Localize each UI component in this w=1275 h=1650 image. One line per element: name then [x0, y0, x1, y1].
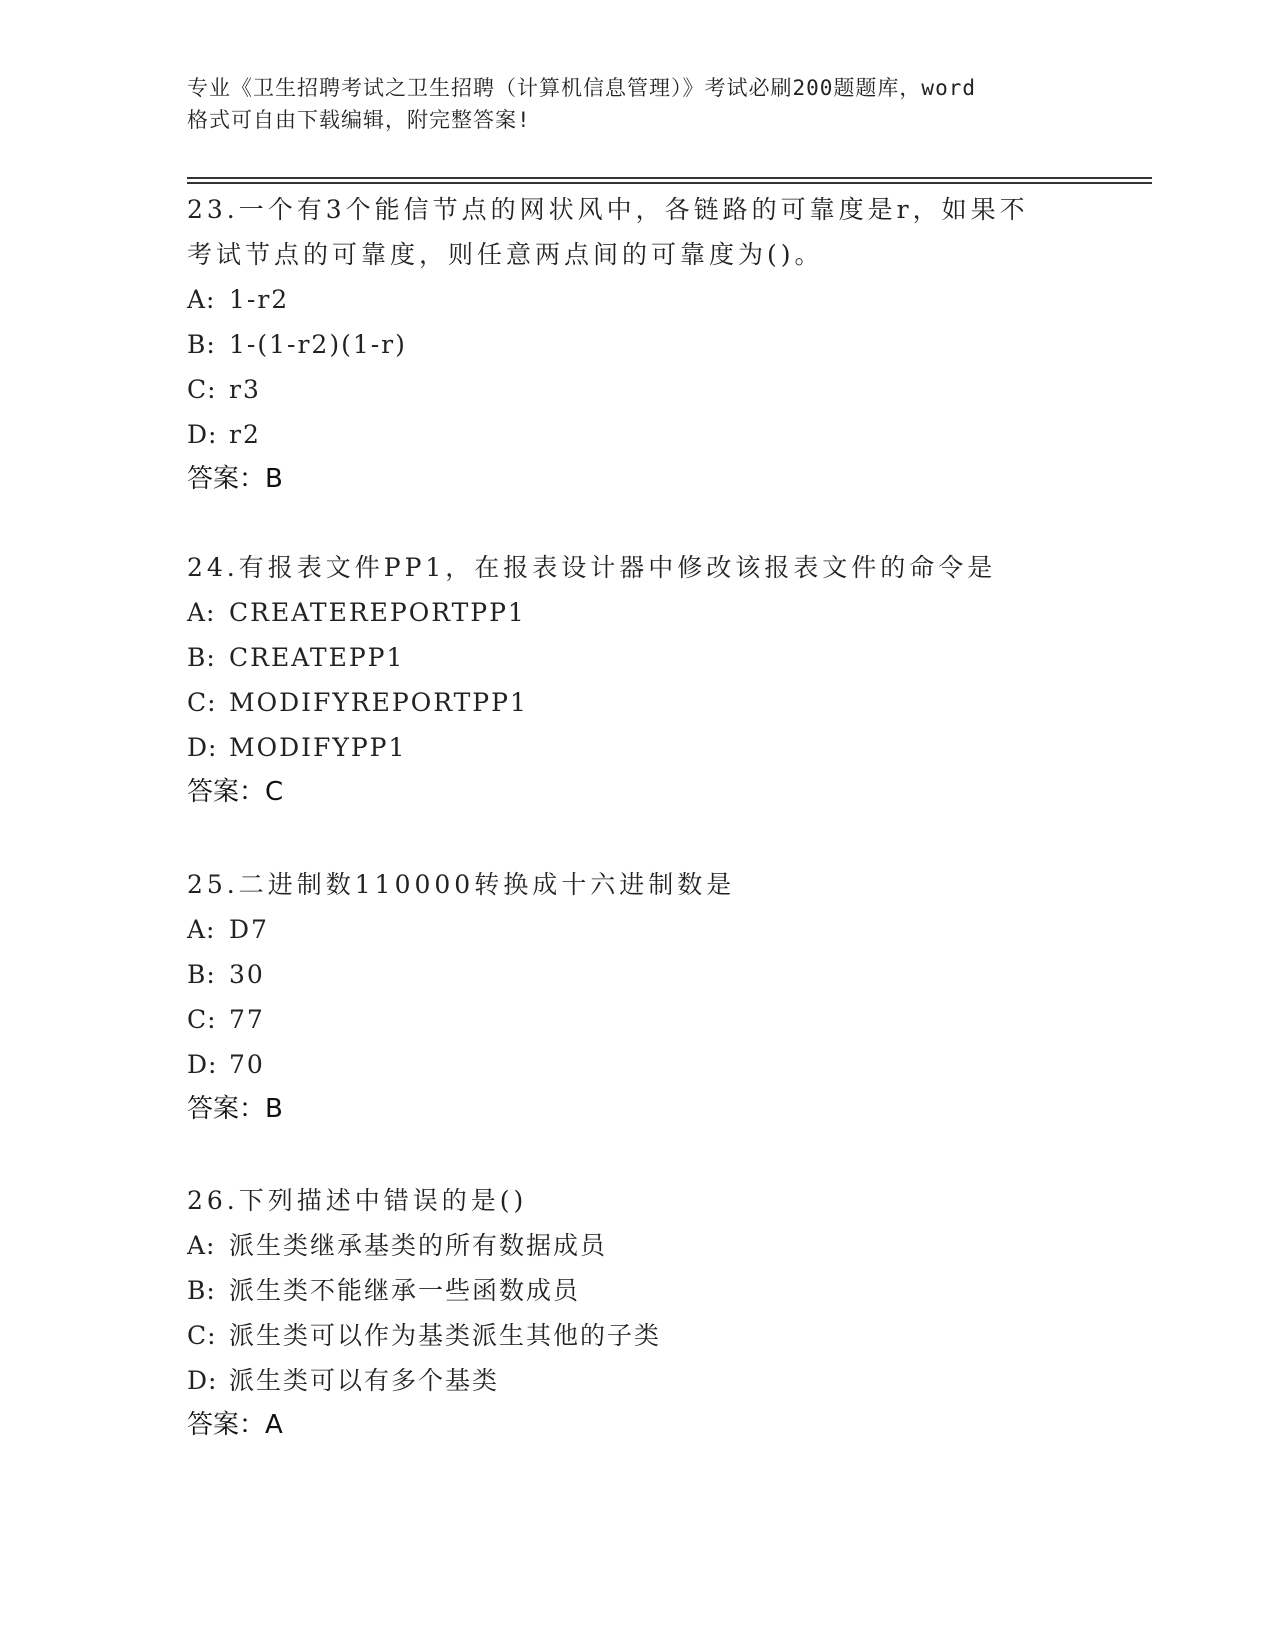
option-key: A:	[187, 1231, 216, 1260]
question-24	[187, 545, 1087, 815]
option-b	[187, 952, 1087, 997]
option-a	[187, 1223, 1087, 1268]
question-text: 24.有报表文件PP1，在报表设计器中修改该报表文件的命令是	[187, 553, 997, 582]
option-value: r2	[229, 420, 261, 449]
option-value: MODIFYPP1	[229, 733, 407, 762]
option-b	[187, 635, 1087, 680]
option-value: 派生类不能继承一些函数成员	[229, 1276, 581, 1305]
question-25	[187, 862, 1087, 1132]
question-23	[187, 187, 1087, 502]
option-value: 派生类可以有多个基类	[229, 1366, 500, 1395]
header-line-1: 专业《卫生招聘考试之卫生招聘（计算机信息管理）》考试必刷200题题库，word	[187, 76, 976, 100]
option-a	[187, 277, 1087, 322]
option-key: B:	[187, 643, 216, 672]
option-key: D:	[187, 733, 218, 762]
option-key: A:	[187, 598, 216, 627]
option-value: MODIFYREPORTPP1	[229, 688, 528, 717]
option-key: A:	[187, 285, 216, 314]
option-key: B:	[187, 960, 216, 989]
option-value: 1-(1-r2)(1-r)	[229, 330, 407, 359]
option-value: D7	[229, 915, 269, 944]
option-key: C:	[187, 375, 217, 404]
question-26	[187, 1178, 1087, 1448]
option-d	[187, 412, 1087, 457]
option-key: D:	[187, 1366, 218, 1395]
option-value: r3	[229, 375, 261, 404]
option-key: C:	[187, 688, 217, 717]
option-a	[187, 590, 1087, 635]
document-header	[187, 72, 1107, 136]
option-value: CREATEREPORTPP1	[229, 598, 526, 627]
option-key: C:	[187, 1005, 217, 1034]
option-d	[187, 725, 1087, 770]
option-c	[187, 680, 1087, 725]
option-key: D:	[187, 1050, 218, 1079]
answer-line: 答案：B	[187, 1094, 283, 1124]
option-d	[187, 1358, 1087, 1403]
answer-line: 答案：C	[187, 777, 284, 807]
option-a	[187, 907, 1087, 952]
option-value: CREATEPP1	[229, 643, 405, 672]
question-text: 23.一个有3个能信节点的网状风中，各链路的可靠度是r，如果不考试节点的可靠度，则任意两点间的可靠度为()。	[187, 195, 1029, 269]
option-c	[187, 1313, 1087, 1358]
option-d	[187, 1042, 1087, 1087]
option-key: A:	[187, 915, 216, 944]
header-line-2: 格式可自由下载编辑，附完整答案!	[187, 108, 531, 132]
option-key: C:	[187, 1321, 217, 1350]
question-text: 26.下列描述中错误的是()	[187, 1186, 528, 1215]
option-value: 77	[229, 1005, 265, 1034]
answer-line: 答案：B	[187, 464, 283, 494]
option-b	[187, 322, 1087, 367]
option-c	[187, 997, 1087, 1042]
option-value: 70	[229, 1050, 265, 1079]
header-divider-top	[187, 177, 1152, 179]
option-key: B:	[187, 330, 216, 359]
option-key: B:	[187, 1276, 216, 1305]
option-value: 派生类继承基类的所有数据成员	[229, 1231, 608, 1260]
option-value: 30	[229, 960, 265, 989]
option-c	[187, 367, 1087, 412]
answer-line: 答案：A	[187, 1410, 283, 1440]
option-key: D:	[187, 420, 218, 449]
option-b	[187, 1268, 1087, 1313]
option-value: 派生类可以作为基类派生其他的子类	[229, 1321, 662, 1350]
header-divider-bottom	[187, 182, 1152, 184]
question-text: 25.二进制数110000转换成十六进制数是	[187, 870, 736, 899]
option-value: 1-r2	[229, 285, 290, 314]
